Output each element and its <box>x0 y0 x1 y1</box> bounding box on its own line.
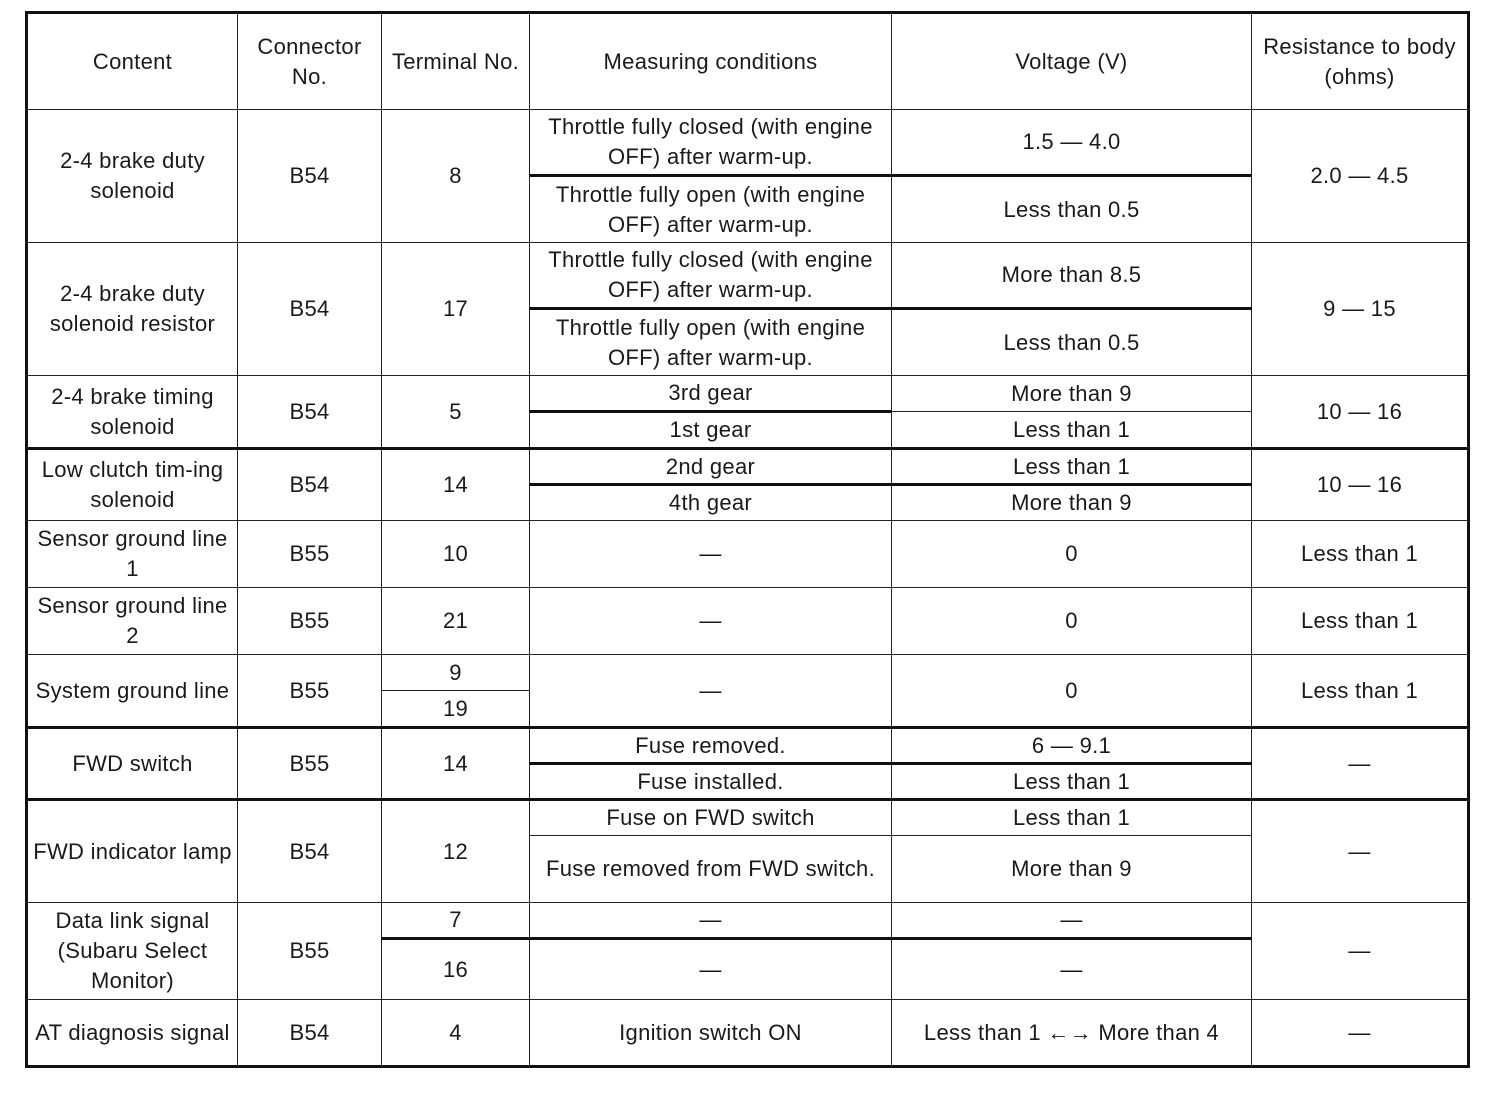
table-row <box>27 243 1469 309</box>
resistance-cell: Less than 1 <box>1252 655 1469 728</box>
content-cell: AT diagnosis signal <box>27 1000 238 1067</box>
condition-cell: — <box>530 521 892 588</box>
voltage-cell: 6 — 9.1 <box>892 728 1252 764</box>
table-row <box>27 449 1469 485</box>
voltage-cell: — <box>892 903 1252 939</box>
header-terminal: Terminal No. <box>382 13 530 110</box>
condition-cell: Throttle fully open (with engine OFF) after warm-up. <box>530 309 892 376</box>
resistance-cell: 2.0 — 4.5 <box>1252 110 1469 243</box>
connector-cell: B55 <box>238 728 382 800</box>
voltage-cell: Less than 0.5 <box>892 176 1252 243</box>
table-row <box>27 376 1469 412</box>
condition-cell: — <box>530 903 892 939</box>
terminal-cell: 14 <box>382 728 530 800</box>
voltage-cell: 1.5 — 4.0 <box>892 110 1252 176</box>
voltage-cell: 0 <box>892 655 1252 728</box>
table-row <box>27 110 1469 176</box>
table-row <box>27 588 1469 655</box>
condition-cell: — <box>530 655 892 728</box>
voltage-cell: 0 <box>892 521 1252 588</box>
resistance-cell: — <box>1252 903 1469 1000</box>
voltage-cell: Less than 0.5 <box>892 309 1252 376</box>
condition-cell: Throttle fully open (with engine OFF) after warm-up. <box>530 176 892 243</box>
voltage-cell: Less than 1 ←→ More than 4 <box>892 1000 1252 1067</box>
terminal-cell: 16 <box>382 939 530 1000</box>
connector-cell: B55 <box>238 903 382 1000</box>
table-row <box>27 655 1469 691</box>
condition-cell: — <box>530 939 892 1000</box>
voltage-cell: Less than 1 <box>892 449 1252 485</box>
header-voltage: Voltage (V) <box>892 13 1252 110</box>
condition-cell: Ignition switch ON <box>530 1000 892 1067</box>
resistance-cell: — <box>1252 1000 1469 1067</box>
content-cell: 2-4 brake duty solenoid resistor <box>27 243 238 376</box>
header-conditions: Measuring conditions <box>530 13 892 110</box>
voltage-cell: More than 9 <box>892 485 1252 521</box>
voltage-cell: Less than 1 <box>892 764 1252 800</box>
resistance-cell: 10 — 16 <box>1252 376 1469 449</box>
content-cell: System ground line <box>27 655 238 728</box>
resistance-cell: Less than 1 <box>1252 588 1469 655</box>
connector-cell: B54 <box>238 243 382 376</box>
header-resistance: Resistance to body (ohms) <box>1252 13 1469 110</box>
table-row <box>27 1000 1469 1067</box>
specification-table <box>25 11 1470 1068</box>
header-connector: Connector No. <box>238 13 382 110</box>
terminal-cell: 17 <box>382 243 530 376</box>
terminal-cell: 21 <box>382 588 530 655</box>
condition-cell: Throttle fully closed (with engine OFF) after warm-up. <box>530 243 892 309</box>
table-row <box>27 903 1469 939</box>
connector-cell: B54 <box>238 449 382 521</box>
connector-cell: B55 <box>238 588 382 655</box>
condition-cell: 4th gear <box>530 485 892 521</box>
connector-cell: B54 <box>238 800 382 903</box>
terminal-cell: 7 <box>382 903 530 939</box>
connector-cell: B54 <box>238 110 382 243</box>
content-cell: 2-4 brake duty solenoid <box>27 110 238 243</box>
content-cell: Low clutch tim-ing solenoid <box>27 449 238 521</box>
terminal-cell: 19 <box>382 691 530 728</box>
table-row <box>27 521 1469 588</box>
voltage-cell: Less than 1 <box>892 800 1252 836</box>
content-cell: FWD indicator lamp <box>27 800 238 903</box>
resistance-cell: 10 — 16 <box>1252 449 1469 521</box>
condition-cell: — <box>530 588 892 655</box>
content-cell: Data link signal (Subaru Select Monitor) <box>27 903 238 1000</box>
condition-cell: Throttle fully closed (with engine OFF) after warm-up. <box>530 110 892 176</box>
header-content: Content <box>27 13 238 110</box>
terminal-cell: 12 <box>382 800 530 903</box>
content-cell: 2-4 brake timing solenoid <box>27 376 238 449</box>
terminal-cell: 14 <box>382 449 530 521</box>
resistance-cell: — <box>1252 800 1469 903</box>
voltage-cell: More than 9 <box>892 376 1252 412</box>
terminal-cell: 10 <box>382 521 530 588</box>
content-cell: Sensor ground line 2 <box>27 588 238 655</box>
condition-cell: 2nd gear <box>530 449 892 485</box>
condition-cell: 1st gear <box>530 412 892 449</box>
table-row <box>27 800 1469 836</box>
condition-cell: 3rd gear <box>530 376 892 412</box>
voltage-cell: — <box>892 939 1252 1000</box>
terminal-cell: 5 <box>382 376 530 449</box>
voltage-cell: 0 <box>892 588 1252 655</box>
voltage-cell: More than 9 <box>892 836 1252 903</box>
condition-cell: Fuse on FWD switch <box>530 800 892 836</box>
connector-cell: B55 <box>238 521 382 588</box>
connector-cell: B54 <box>238 376 382 449</box>
header-row <box>27 13 1469 110</box>
connector-cell: B55 <box>238 655 382 728</box>
content-cell: Sensor ground line 1 <box>27 521 238 588</box>
connector-cell: B54 <box>238 1000 382 1067</box>
resistance-cell: 9 — 15 <box>1252 243 1469 376</box>
terminal-cell: 9 <box>382 655 530 691</box>
terminal-cell: 4 <box>382 1000 530 1067</box>
voltage-cell: More than 8.5 <box>892 243 1252 309</box>
content-cell: FWD switch <box>27 728 238 800</box>
resistance-cell: Less than 1 <box>1252 521 1469 588</box>
table-row <box>27 728 1469 764</box>
condition-cell: Fuse removed. <box>530 728 892 764</box>
condition-cell: Fuse installed. <box>530 764 892 800</box>
terminal-cell: 8 <box>382 110 530 243</box>
resistance-cell: — <box>1252 728 1469 800</box>
condition-cell: Fuse removed from FWD switch. <box>530 836 892 903</box>
voltage-cell: Less than 1 <box>892 412 1252 449</box>
